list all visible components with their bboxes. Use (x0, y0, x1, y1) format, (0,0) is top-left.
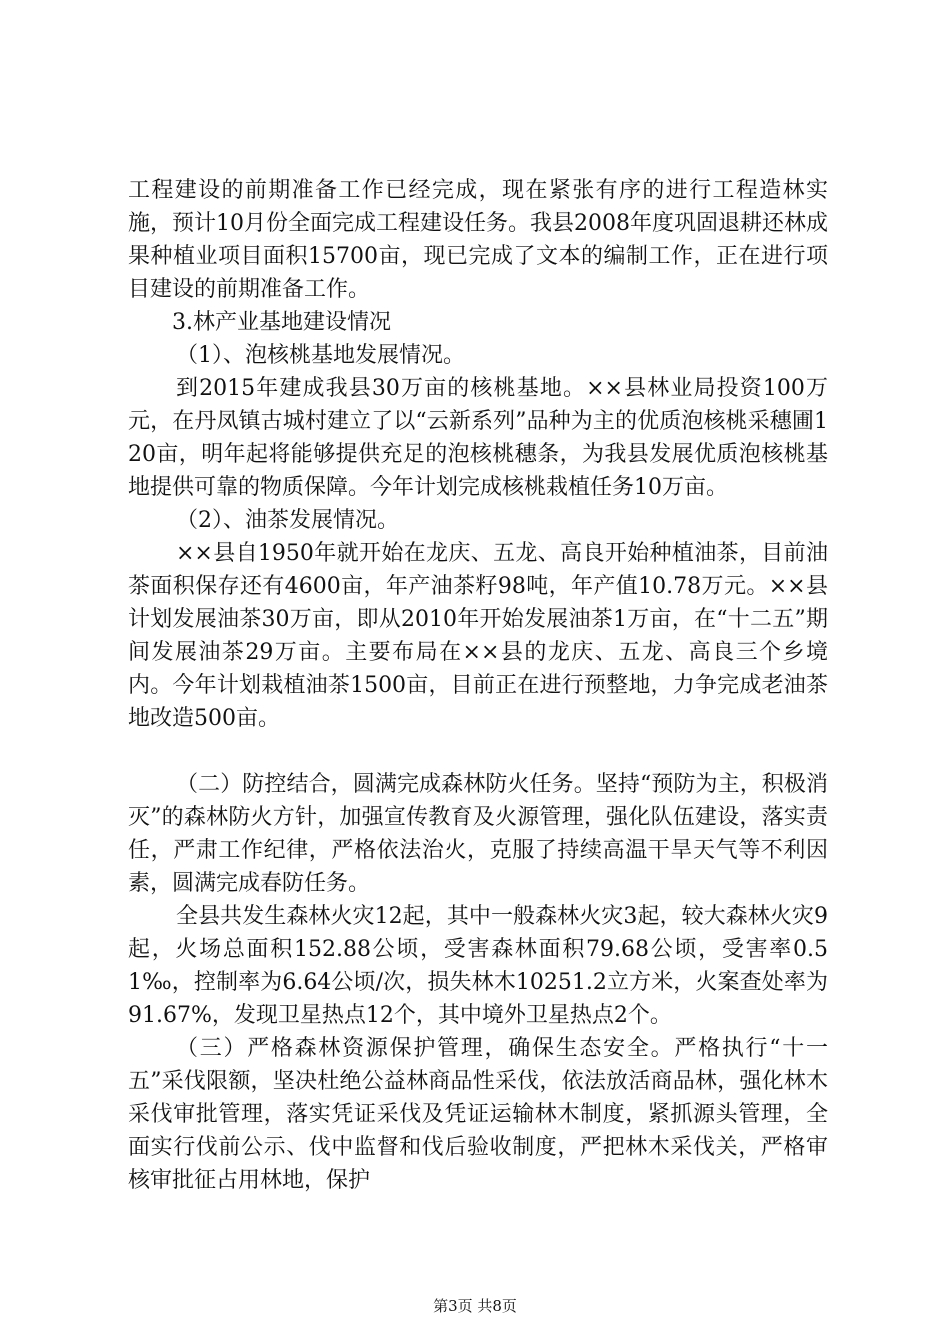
paragraph-project-progress: 工程建设的前期准备工作已经完成，现在紧张有序的进行工程造林实施，预计10月份全面完成工程建设任务。我县2008年度巩固退耕还林成果种植业项目面积15700亩，现已完成了文本的编制工作，正在进行项目建设的前期准备工作。 (128, 178, 828, 302)
paragraph-fire-prevention: （二）防控结合，圆满完成森林防火任务。坚持“预防为主，积极消灭”的森林防火方针，加强宣传教育及火源管理，强化队伍建设，落实责任，严肃工作纪律，严格依法治火，克服了持续高温干旱天气等不利因素，圆满完成春防任务。 (128, 772, 828, 896)
paragraph-resource-protection: （三）严格森林资源保护管理，确保生态安全。严格执行“十一五”采伐限额，坚决杜绝公益林商品性采伐，依法放活商品林，强化林木采伐审批管理，落实凭证采伐及凭证运输林木制度，紧抓源头管理，全面实行伐前公示、伐中监督和伐后验收制度，严把林木采伐关，严格审核审批征占用林地，保护 (128, 1036, 828, 1193)
paragraph-gap (128, 735, 828, 768)
section-heading-forest-industry: 3.林产业基地建设情况 (172, 310, 391, 335)
paragraph-walnut-base: 到2015年建成我县30万亩的核桃基地。××县林业局投资100万元，在丹凤镇古城村建立了以“云新系列”品种为主的优质泡核桃采穗圃120亩，明年起将能够提供充足的泡核桃穗条，为我县发展优质泡核桃基地提供可靠的物质保障。今年计划完成核桃栽植任务10万亩。 (128, 376, 828, 500)
document-body (128, 174, 828, 1197)
page-number-footer: 第3页 共8页 (433, 1297, 517, 1315)
subheading-oil-tea: （2）、油茶发展情况。 (176, 508, 399, 533)
paragraph-oil-tea: ××县自1950年就开始在龙庆、五龙、高良开始种植油茶，目前油茶面积保存还有4600亩，年产油茶籽98吨，年产值10.78万元。××县计划发展油茶30万亩，即从2010年开始发展油茶1万亩，在“十二五”期间发展油茶29万亩。主要布局在××县的龙庆、五龙、高良三个乡境内。今年计划栽植油茶1500亩，目前正在进行预整地，力争完成老油茶地改造500亩。 (128, 541, 828, 731)
subheading-walnut-base: （1）、泡核桃基地发展情况。 (176, 343, 465, 368)
paragraph-fire-statistics: 全县共发生森林火灾12起，其中一般森林火灾3起，较大森林火灾9起，火场总面积152.88公顷，受害森林面积79.68公顷，受害率0.51‰，控制率为6.64公顷/次，损失林木10251.2立方米，火案查处率为91.67%，发现卫星热点12个，其中境外卫星热点2个。 (128, 904, 828, 1028)
